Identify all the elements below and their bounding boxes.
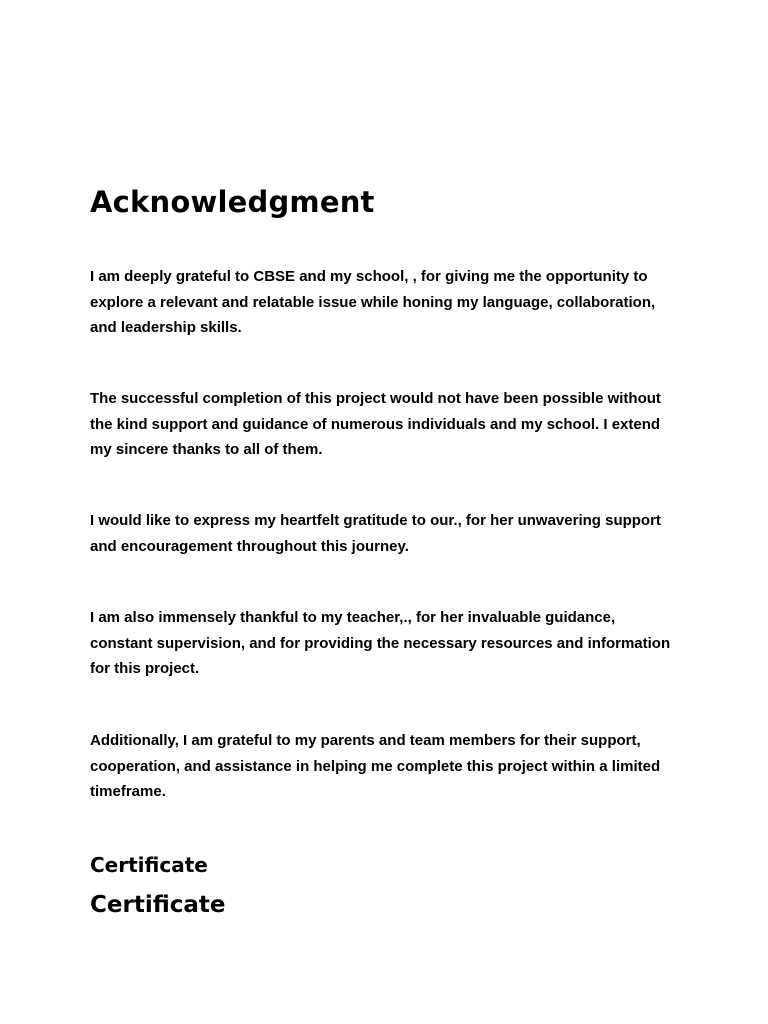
- paragraph-line: Additionally, I am grateful to my parents and team members for their support,: [90, 732, 641, 749]
- paragraph-line: my sincere thanks to all of them.: [90, 441, 323, 458]
- paragraph-gratitude-cbse: [90, 264, 690, 341]
- paragraph-heartfelt-gratitude: [90, 508, 690, 559]
- paragraph-line: explore a relevant and relatable issue while honing my language, collaboration,: [90, 293, 656, 311]
- page-title: Acknowledgment: [90, 185, 375, 219]
- paragraph-line: timeframe.: [90, 783, 166, 800]
- paragraph-line: constant supervision, and for providing the necessary resources and information: [90, 634, 671, 652]
- paragraph-line: the kind support and guidance of numerous individuals and my school. I extend: [90, 415, 661, 433]
- paragraph-line: I am deeply grateful to CBSE and my school, , for giving me the opportunity to: [90, 268, 648, 285]
- paragraph-line: cooperation, and assistance in helping me complete this project within a limited: [90, 757, 661, 775]
- paragraph-successful-completion: [90, 386, 690, 463]
- paragraph-line: for this project.: [90, 660, 200, 677]
- paragraph-line: I am also immensely thankful to my teacher,., for her invaluable guidance,: [90, 609, 616, 626]
- certificate-heading-small: Certificate: [90, 853, 208, 877]
- paragraph-parents-team: [90, 728, 690, 805]
- certificate-heading-large: Certificate: [90, 892, 226, 918]
- paragraph-line: The successful completion of this project would not have been possible without: [90, 390, 661, 407]
- paragraph-line: I would like to express my heartfelt gratitude to our., for her unwavering support: [90, 512, 661, 529]
- paragraph-line: and leadership skills.: [90, 319, 242, 336]
- paragraph-teacher-thanks: [90, 605, 690, 682]
- paragraph-line: and encouragement throughout this journey.: [90, 537, 409, 555]
